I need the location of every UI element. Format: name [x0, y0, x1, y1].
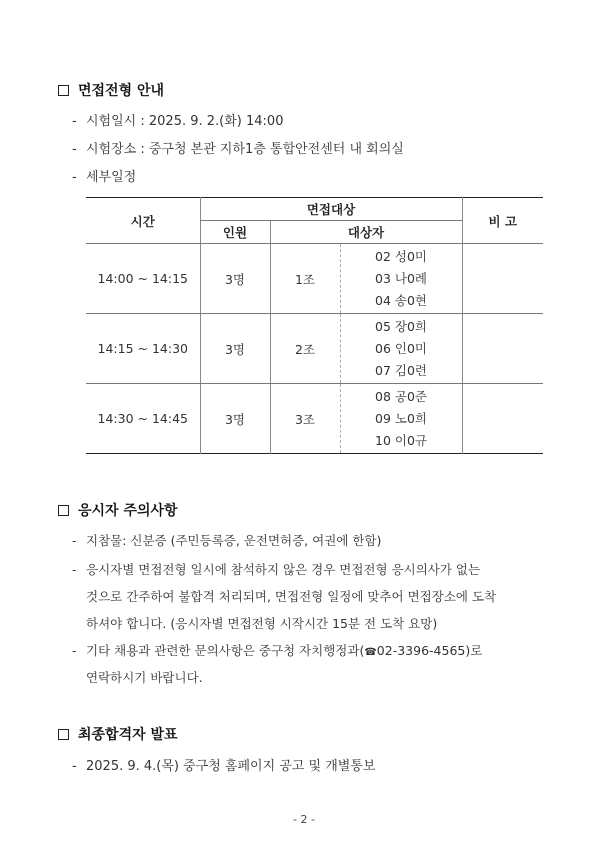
detail-schedule-line: - 세부일정 — [72, 170, 137, 185]
notice-item-2: - 응시자별 면접전형 일시에 참석하지 않은 경우 면접전형 응시의사가 없는 — [72, 562, 481, 577]
time-cell: 14:15 ~ 14:30 — [86, 314, 200, 384]
page-number: - 2 - — [293, 813, 315, 826]
header-target: 면접대상 — [200, 198, 462, 221]
group-cell: 3조 — [270, 384, 340, 454]
phone-number: 02-3396-4565 — [376, 643, 466, 658]
dash-bullet: - — [72, 643, 77, 658]
candidate: 03 나0례 — [375, 270, 427, 286]
table-row — [86, 244, 543, 314]
interview-section-heading — [58, 80, 164, 100]
notice-item-1: - 지참물: 신분증 (주민등록증, 운전면허증, 여권에 한함) — [72, 533, 382, 548]
candidate: 04 송0현 — [375, 292, 427, 308]
header-note: 비 고 — [462, 198, 543, 244]
note-cell — [462, 384, 543, 454]
time-cell: 14:30 ~ 14:45 — [97, 411, 188, 426]
candidate: 10 이0규 — [375, 432, 427, 448]
checkbox-square-icon — [58, 85, 69, 96]
group-cell: 1조 — [270, 244, 340, 314]
table-row — [86, 384, 543, 454]
count-cell: 3명 — [200, 244, 270, 314]
interview-section-title: 면접전형 안내 — [78, 83, 165, 99]
candidates-cell — [340, 384, 462, 454]
candidates-cell — [340, 314, 462, 384]
time-cell: 14:00 ~ 14:15 — [86, 244, 200, 314]
group-cell: 2조 — [270, 314, 340, 384]
phone-icon: ☎ — [364, 647, 377, 658]
candidate: 06 인0미 — [375, 340, 427, 356]
final-item-1: - 2025. 9. 4.(목) 중구청 홈페이지 공고 및 개별통보 — [72, 759, 376, 774]
candidate: 07 김0련 — [375, 362, 427, 378]
final-section-heading — [58, 724, 178, 744]
note-cell — [462, 314, 543, 384]
candidate: 02 성0미 — [375, 248, 427, 264]
candidates-cell — [340, 244, 462, 314]
final-section-title: 최종합격자 발표 — [78, 727, 178, 743]
dash-bullet: - — [72, 142, 77, 157]
header-count: 인원 — [200, 221, 270, 244]
notice-item-3: - 기타 채용과 관련한 문의사항은 중구청 자치행정과(☎02-3396-4565)로 — [72, 643, 483, 658]
candidate: 05 장0희 — [375, 318, 427, 334]
count-cell: 3명 — [200, 384, 270, 454]
header-candidates: 대상자 — [270, 221, 462, 244]
notice-item-2-cont: 것으로 간주하여 불합격 처리되며, 면접전형 일정에 맞추어 면접장소에 도착 — [86, 589, 497, 604]
dash-bullet: - — [72, 533, 77, 548]
checkbox-square-icon — [58, 505, 69, 516]
checkbox-square-icon — [58, 729, 69, 740]
count-cell: 3명 — [200, 314, 270, 384]
dash-bullet: - — [72, 170, 77, 185]
notice-section-title: 응시자 주의사항 — [78, 503, 178, 519]
notice-item-3-cont: 연락하시기 바랍니다. — [86, 670, 203, 685]
notice-section-heading — [58, 500, 178, 520]
candidate: 09 노0희 — [375, 410, 427, 426]
note-cell — [462, 244, 543, 314]
dash-bullet: - — [72, 114, 77, 129]
exam-place-line: - 시험장소 : 중구청 본관 지하1층 통합안전센터 내 회의실 — [72, 142, 404, 157]
exam-date-line: - 시험일시 : 2025. 9. 2.(화) 14:00 — [72, 114, 284, 129]
header-time: 시간 — [86, 198, 200, 244]
dash-bullet: - — [72, 562, 77, 577]
schedule-table — [86, 197, 543, 454]
table-row — [86, 314, 543, 384]
notice-item-2-cont: 하셔야 합니다. (응시자별 면접전형 시작시간 15분 전 도착 요망) — [86, 616, 438, 631]
dash-bullet: - — [72, 759, 77, 774]
candidate: 08 공0준 — [375, 388, 427, 404]
